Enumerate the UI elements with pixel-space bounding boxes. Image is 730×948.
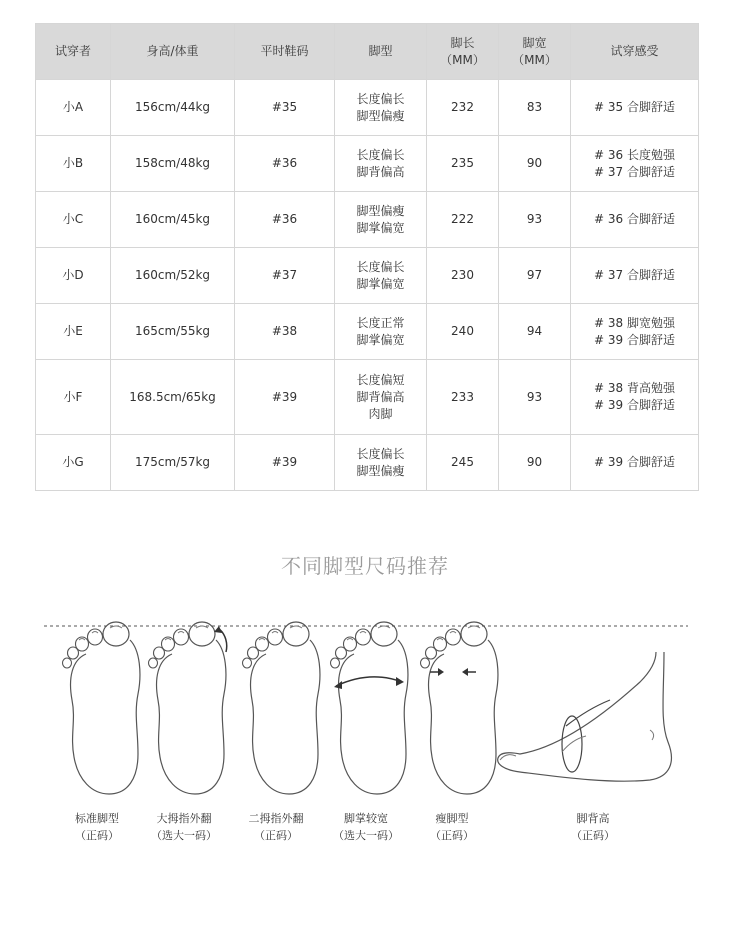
- column-header: [427, 24, 499, 80]
- cell-line: # 39 合脚舒适: [594, 332, 675, 347]
- foot-label: 瘦脚型: [435, 812, 469, 825]
- column-header-text: 试穿感受: [610, 44, 659, 58]
- foot-length-cell: 245: [427, 435, 499, 491]
- cell-line: 脚背偏高: [356, 389, 405, 404]
- cell-line: 脚掌偏宽: [356, 276, 405, 291]
- column-header: [335, 24, 427, 80]
- cell-line: # 35 合脚舒适: [594, 100, 675, 114]
- cell-line: 脚型偏瘦: [356, 203, 405, 218]
- foot-types-illustration: [0, 612, 730, 802]
- foot-length-cell: 240: [427, 304, 499, 360]
- foot-shape-cell: [335, 435, 427, 491]
- foot-shape-cell: [335, 360, 427, 435]
- table-header-row: [36, 24, 699, 80]
- height-weight-cell: 160cm/52kg: [111, 248, 235, 304]
- foot-length-cell: 232: [427, 80, 499, 136]
- cell-line: 长度偏长: [356, 91, 405, 106]
- fit-table: [35, 23, 699, 491]
- fit-feedback-cell: [571, 192, 699, 248]
- foot-caption-wide-forefoot: [316, 810, 416, 844]
- cell-line: # 39 合脚舒适: [594, 455, 675, 469]
- cell-line: # 38 脚宽勉强: [594, 315, 675, 330]
- column-header-text: 身高/体重: [146, 44, 199, 58]
- foot-label: 二拇指外翻: [248, 812, 304, 825]
- cell-line: 脚型偏瘦: [356, 463, 405, 478]
- foot-width-cell: 83: [499, 80, 571, 136]
- column-header-text: 脚长: [450, 35, 475, 50]
- foot-second-toe-valgus-sketch: [243, 622, 320, 794]
- foot-width-cell: 90: [499, 136, 571, 192]
- column-header: [571, 24, 699, 80]
- foot-caption-standard: [47, 810, 147, 844]
- foot-label: 标准脚型: [75, 812, 119, 825]
- cell-line: 肉脚: [368, 406, 393, 421]
- usual-size-cell: #37: [235, 248, 335, 304]
- column-header: [499, 24, 571, 80]
- cell-line: 长度偏长: [356, 259, 405, 274]
- column-header-text: 平时鞋码: [260, 44, 309, 58]
- tester-name-cell: 小E: [36, 304, 111, 360]
- arrow-inward-left-icon: [438, 668, 444, 676]
- usual-size-cell: #35: [235, 80, 335, 136]
- cell-line: 脚型偏瘦: [356, 108, 405, 123]
- table-row: [36, 360, 699, 435]
- foot-caption-second-toe-valgus: [226, 810, 326, 844]
- table-row: [36, 435, 699, 491]
- cell-line: 脚掌偏宽: [356, 332, 405, 347]
- foot-advice: （选大一码）: [151, 829, 217, 842]
- foot-width-cell: 93: [499, 192, 571, 248]
- column-header: [36, 24, 111, 80]
- column-header-text: 试穿者: [54, 44, 91, 58]
- height-weight-cell: 158cm/48kg: [111, 136, 235, 192]
- height-weight-cell: 175cm/57kg: [111, 435, 235, 491]
- foot-shape-cell: [335, 304, 427, 360]
- usual-size-cell: #36: [235, 136, 335, 192]
- column-header-text: 脚型: [368, 44, 393, 58]
- foot-width-cell: 97: [499, 248, 571, 304]
- usual-size-cell: #39: [235, 435, 335, 491]
- foot-advice: （正码）: [75, 829, 119, 842]
- foot-shape-cell: [335, 248, 427, 304]
- height-weight-cell: 168.5cm/65kg: [111, 360, 235, 435]
- table-row: [36, 80, 699, 136]
- height-weight-cell: 160cm/45kg: [111, 192, 235, 248]
- cell-line: # 36 长度勉强: [594, 147, 675, 162]
- cell-line: 长度偏短: [356, 372, 405, 387]
- foot-length-cell: 230: [427, 248, 499, 304]
- fit-feedback-cell: [571, 304, 699, 360]
- cell-line: 长度偏长: [356, 446, 405, 461]
- foot-advice: （正码）: [571, 829, 615, 842]
- table-row: [36, 248, 699, 304]
- tester-name-cell: 小G: [36, 435, 111, 491]
- column-header: [111, 24, 235, 80]
- foot-width-cell: 94: [499, 304, 571, 360]
- height-weight-cell: 156cm/44kg: [111, 80, 235, 136]
- foot-shape-cell: [335, 192, 427, 248]
- fit-feedback-cell: [571, 136, 699, 192]
- height-weight-cell: 165cm/55kg: [111, 304, 235, 360]
- tester-name-cell: 小D: [36, 248, 111, 304]
- cell-line: # 37 合脚舒适: [594, 164, 675, 179]
- foot-high-instep-sketch: [498, 652, 672, 781]
- table-row: [36, 136, 699, 192]
- foot-standard-sketch: [63, 622, 140, 794]
- cell-line: # 38 背高勉强: [594, 381, 675, 395]
- foot-label: 脚背高: [576, 812, 610, 825]
- foot-length-cell: 233: [427, 360, 499, 435]
- foot-length-cell: 235: [427, 136, 499, 192]
- foot-width-cell: 93: [499, 360, 571, 435]
- column-header-text: （MM）: [440, 52, 485, 67]
- tester-name-cell: 小A: [36, 80, 111, 136]
- cell-line: 长度偏长: [356, 147, 405, 162]
- foot-caption-high-instep: [543, 810, 643, 844]
- cell-line: # 36 合脚舒适: [594, 212, 675, 226]
- foot-width-cell: 90: [499, 435, 571, 491]
- usual-size-cell: #38: [235, 304, 335, 360]
- cell-line: 脚掌偏宽: [356, 220, 405, 235]
- foot-caption-slim: [402, 810, 502, 844]
- tester-name-cell: 小F: [36, 360, 111, 435]
- foot-caption-big-toe-valgus: [134, 810, 234, 844]
- fit-feedback-cell: [571, 248, 699, 304]
- table-row: [36, 304, 699, 360]
- cell-line: 长度正常: [356, 315, 405, 330]
- foot-slim-sketch: [421, 622, 498, 794]
- column-header: [235, 24, 335, 80]
- arrow-right-icon: [396, 677, 404, 686]
- cell-line: 脚背偏高: [356, 164, 405, 179]
- table-row: [36, 192, 699, 248]
- column-header-text: （MM）: [512, 52, 557, 67]
- tester-name-cell: 小C: [36, 192, 111, 248]
- foot-label: 大拇指外翻: [156, 812, 212, 825]
- foot-advice: （正码）: [430, 829, 474, 842]
- foot-shape-cell: [335, 80, 427, 136]
- table-body: [36, 80, 699, 491]
- foot-wide-forefoot-sketch: [331, 622, 408, 794]
- foot-advice: （正码）: [254, 829, 298, 842]
- arrow-inward-right-icon: [462, 668, 468, 676]
- foot-length-cell: 222: [427, 192, 499, 248]
- column-header-text: 脚宽: [522, 35, 547, 50]
- usual-size-cell: #36: [235, 192, 335, 248]
- foot-shape-cell: [335, 136, 427, 192]
- usual-size-cell: #39: [235, 360, 335, 435]
- fit-feedback-cell: [571, 80, 699, 136]
- tester-name-cell: 小B: [36, 136, 111, 192]
- fit-feedback-cell: [571, 435, 699, 491]
- cell-line: # 37 合脚舒适: [594, 268, 675, 282]
- foot-label: 脚掌较宽: [344, 812, 388, 825]
- section-title: 不同脚型尺码推荐: [281, 554, 449, 578]
- foot-big-toe-valgus-sketch: [149, 622, 227, 794]
- fit-feedback-cell: [571, 360, 699, 435]
- cell-line: # 39 合脚舒适: [594, 398, 675, 412]
- foot-advice: （选大一码）: [333, 829, 399, 842]
